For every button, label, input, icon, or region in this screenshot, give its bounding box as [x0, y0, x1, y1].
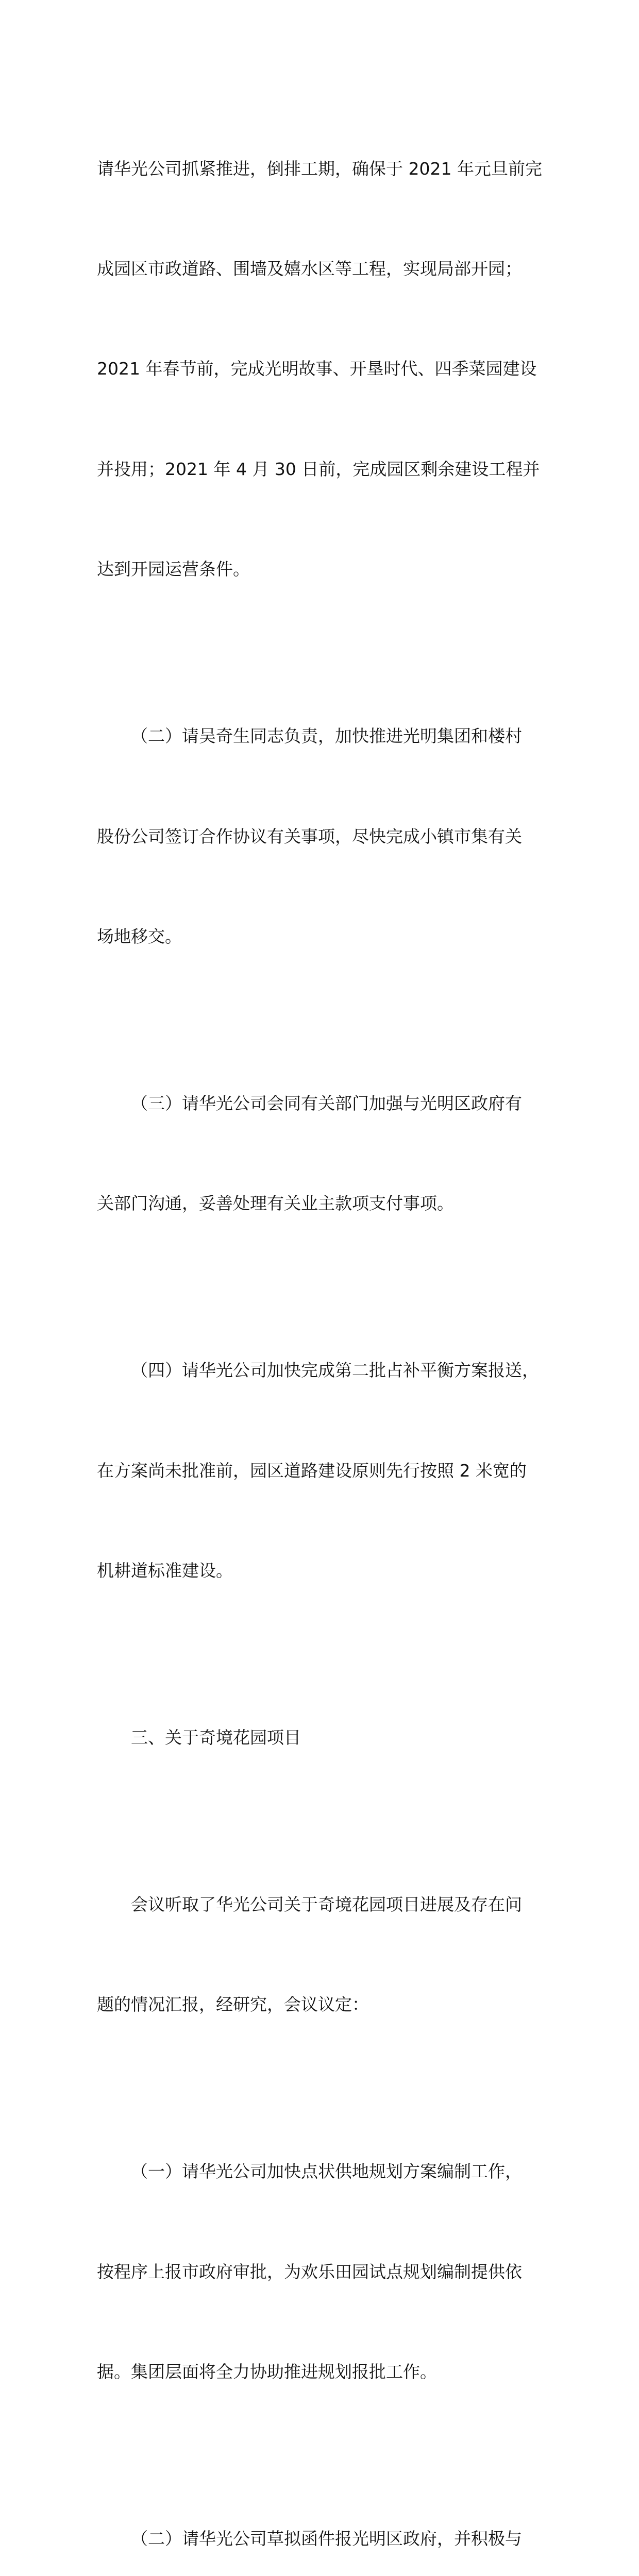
text-line: （二）请华光公司草拟函件报光明区政府，并积极与	[131, 2529, 522, 2549]
text-line: 成园区市政道路、围墙及嬉水区等工程，实现局部开园；	[97, 258, 522, 279]
text-line: 会议听取了华光公司关于奇境花园项目进展及存在问	[131, 1894, 522, 1915]
paragraph-item-2-landfill	[97, 2456, 561, 2576]
paragraph-item-3-payment	[97, 1020, 561, 1287]
text-line: 关部门沟通，妥善处理有关业主款项支付事项。	[97, 1193, 454, 1214]
paragraph-item-1-land-plan	[97, 2089, 561, 2456]
text-line: 在方案尚未批准前，园区道路建设原则先行按照 2 米宽的	[97, 1460, 527, 1481]
text-line: 并投用；2021 年 4 月 30 日前，完成园区剩余建设工程并	[97, 459, 540, 479]
text-line: 请华光公司抓紧推进，倒排工期，确保于 2021 年元旦前完	[97, 158, 542, 179]
text-line: 按程序上报市政府审批，为欢乐田园试点规划编制提供依	[97, 2261, 522, 2282]
paragraph-item-4-balance-plan	[97, 1287, 561, 1655]
text-line: 题的情况汇报，经研究，会议议定：	[97, 1994, 369, 2015]
text-line: 2021 年春节前，完成光明故事、开垦时代、四季菜园建设	[97, 359, 537, 379]
text-line: （二）请吴奇生同志负责，加快推进光明集团和楼村	[131, 726, 522, 747]
paragraph-project-schedule	[97, 86, 561, 653]
text-line: 机耕道标准建设。	[97, 1561, 233, 1581]
text-line: 场地移交。	[97, 926, 182, 946]
document-body	[97, 86, 561, 2576]
text-line: 达到开园运营条件。	[97, 559, 250, 580]
text-line: （三）请华光公司会同有关部门加强与光明区政府有	[131, 1093, 522, 1113]
section-heading-3	[97, 1654, 561, 1821]
text-line: 三、关于奇境花园项目	[131, 1727, 301, 1748]
paragraph-meeting-report	[97, 1821, 561, 2088]
paragraph-item-2-agreement	[97, 653, 561, 1021]
text-line: 股份公司签订合作协议有关事项，尽快完成小镇市集有关	[97, 826, 522, 846]
text-line: 据。集团层面将全力协助推进规划报批工作。	[97, 2362, 437, 2382]
text-line: （四）请华光公司加快完成第二批占补平衡方案报送，	[131, 1360, 539, 1381]
text-line: （一）请华光公司加快点状供地规划方案编制工作，	[131, 2161, 522, 2182]
